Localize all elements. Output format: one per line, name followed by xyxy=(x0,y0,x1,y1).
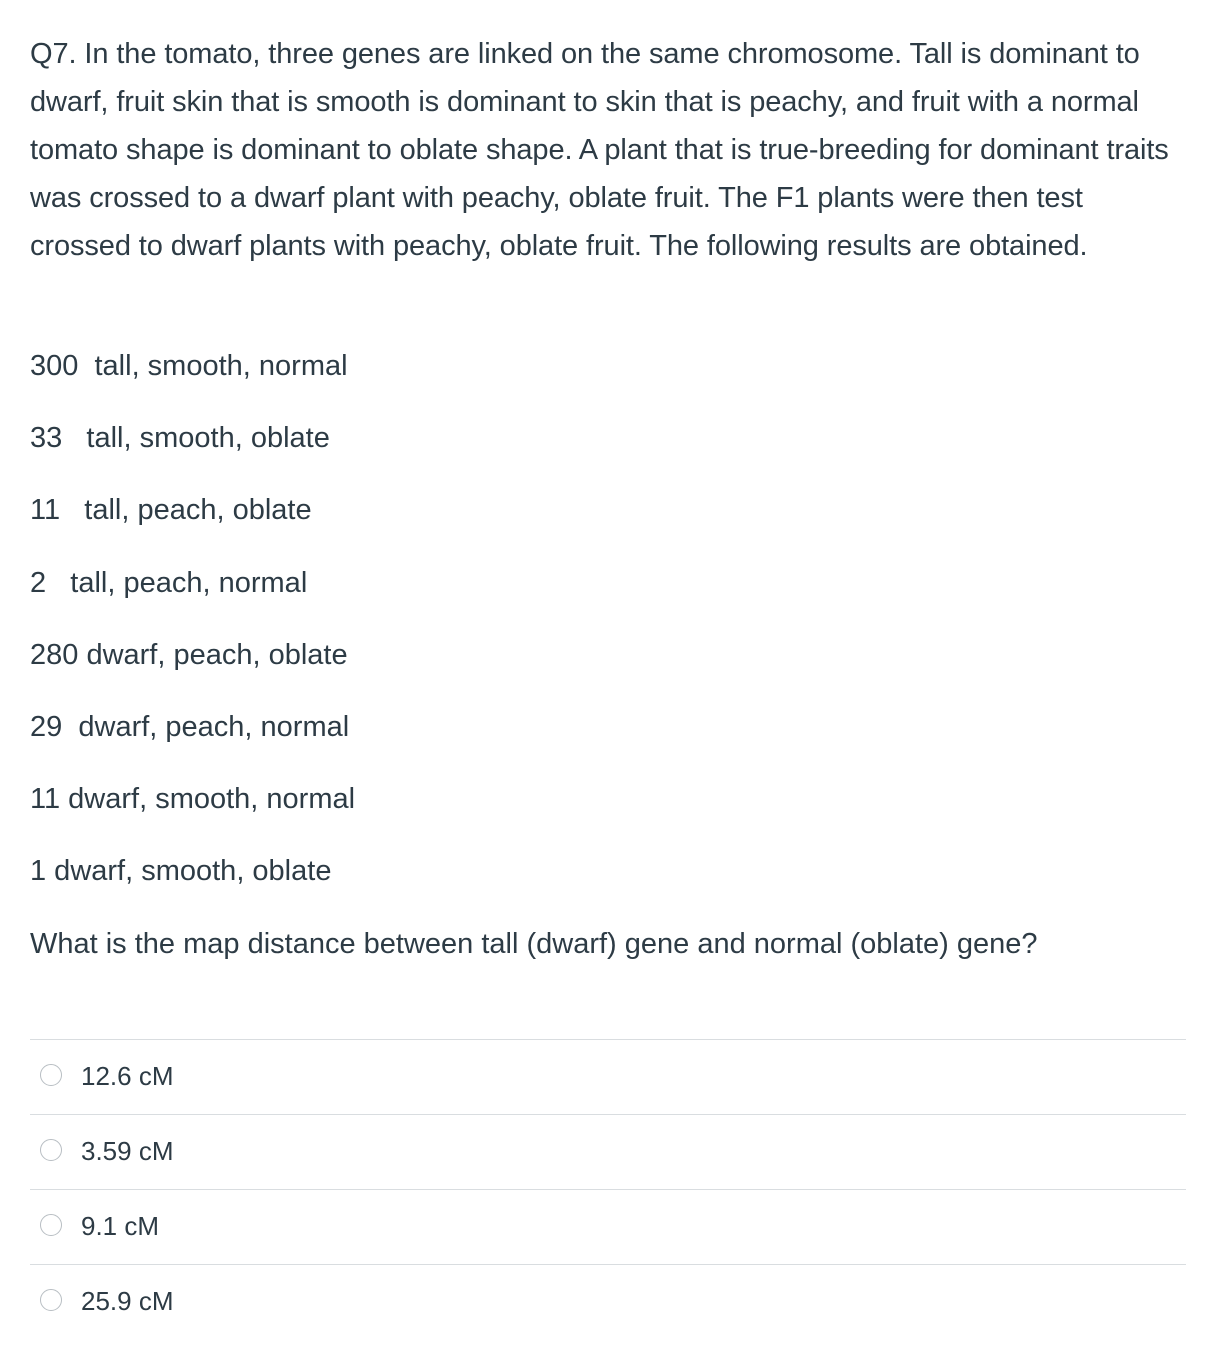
result-line: 300 tall, smooth, normal xyxy=(30,350,348,382)
radio-button-icon[interactable] xyxy=(40,1139,62,1161)
radio-button-icon[interactable] xyxy=(40,1214,62,1236)
question-block xyxy=(30,30,1190,960)
result-line: 2 tall, peach, normal xyxy=(30,567,308,599)
radio-button-icon[interactable] xyxy=(40,1064,62,1086)
radio-button-icon[interactable] xyxy=(40,1289,62,1311)
result-line: 33 tall, smooth, oblate xyxy=(30,422,330,454)
answer-option[interactable] xyxy=(30,1189,1186,1264)
answer-option[interactable] xyxy=(30,1114,1186,1189)
result-line: 1 dwarf, smooth, oblate xyxy=(30,855,332,887)
question-prompt: What is the map distance between tall (dwarf) gene and normal (oblate) gene? xyxy=(30,928,1038,960)
answer-option[interactable] xyxy=(30,1264,1186,1339)
result-line: 29 dwarf, peach, normal xyxy=(30,711,350,743)
answer-label[interactable]: 9.1 cM xyxy=(81,1211,160,1241)
result-line: 11 dwarf, smooth, normal xyxy=(30,783,356,815)
answer-label[interactable]: 12.6 cM xyxy=(81,1061,174,1091)
answer-label[interactable]: 25.9 cM xyxy=(81,1286,174,1316)
answer-label[interactable]: 3.59 cM xyxy=(81,1136,174,1166)
result-line: 11 tall, peach, oblate xyxy=(30,494,312,526)
answer-option[interactable] xyxy=(30,1039,1186,1114)
question-stem: Q7. In the tomato, three genes are linked on the same chromosome. Tall is dominant to dwarf, fruit skin that is smooth is dominant to skin that is peachy, and fruit with a normal tomato shape is dominant to oblate shape. A plant that is true-breeding for dominant traits was crossed to a dwarf plant with peachy, oblate fruit. The F1 plants were then test crossed to dwarf plants with peachy, oblate fruit. The following results are obtained. xyxy=(30,38,1169,262)
answer-list xyxy=(30,1039,1186,1339)
result-line: 280 dwarf, peach, oblate xyxy=(30,639,348,671)
